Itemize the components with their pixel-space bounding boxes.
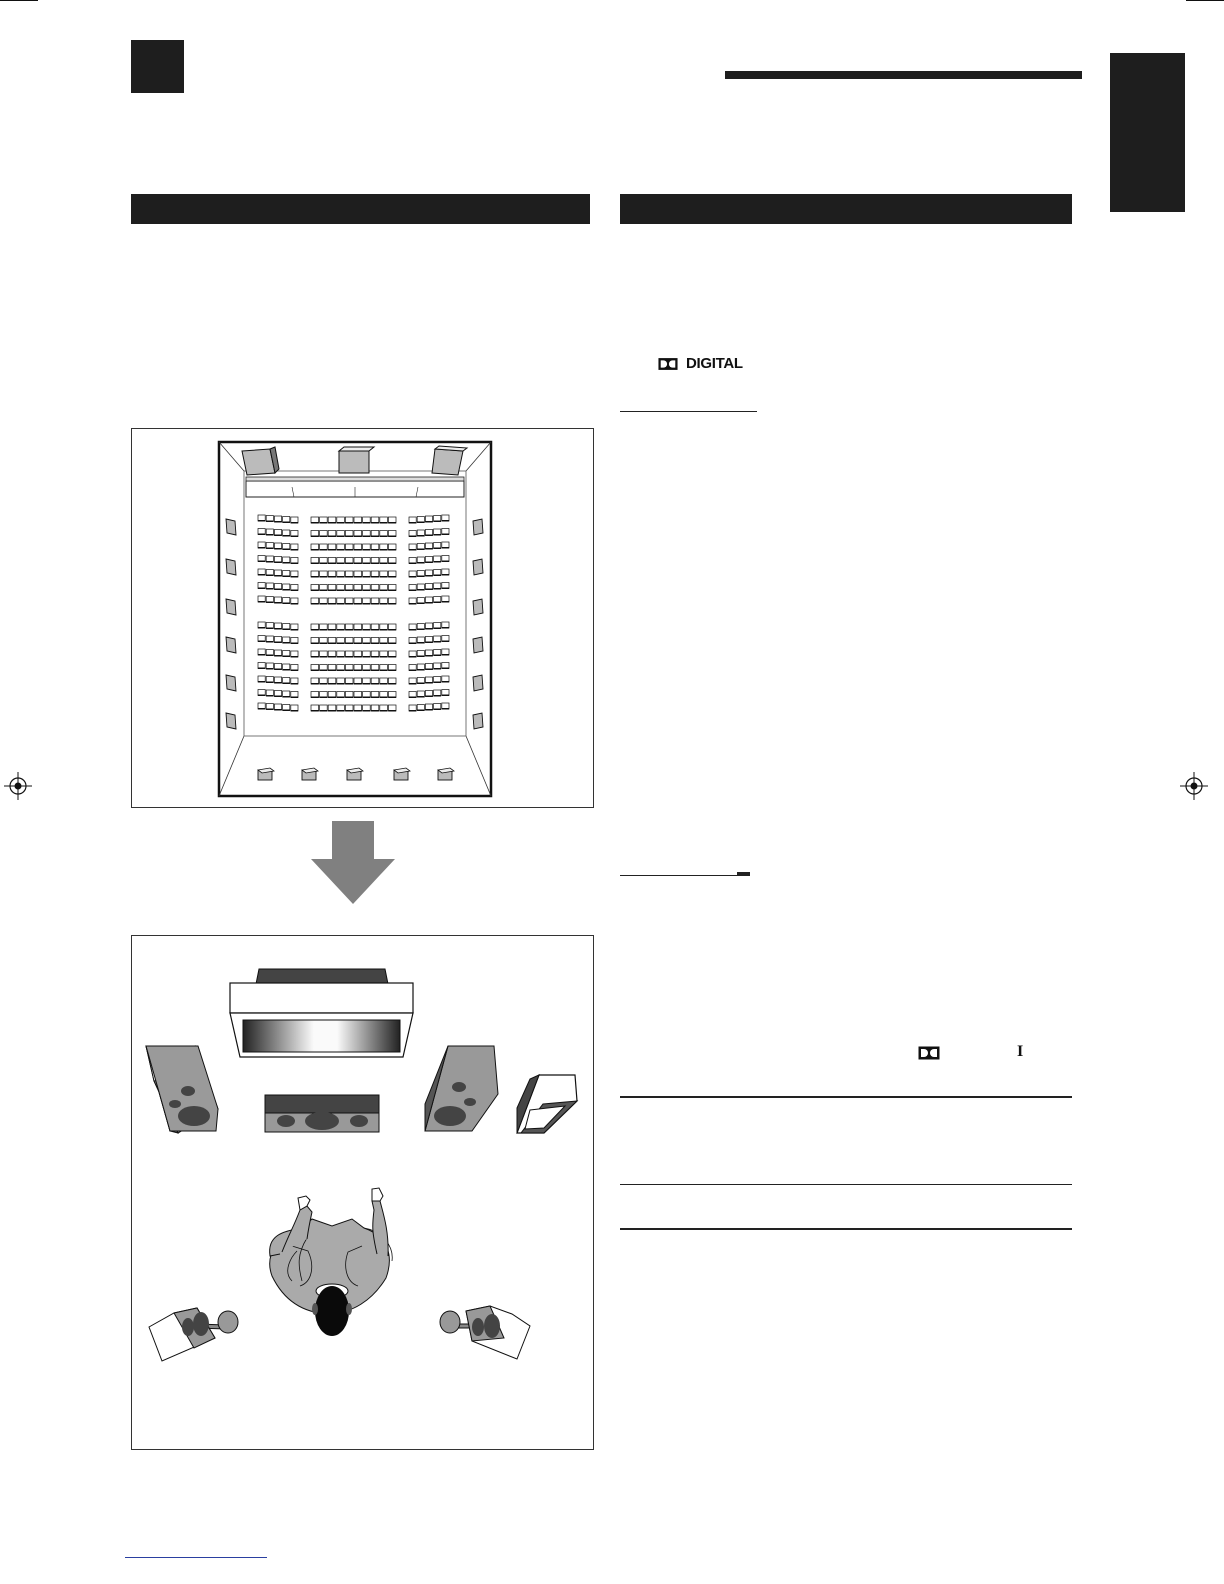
dolby-double-d-icon <box>918 1046 940 1060</box>
theater-figure-frame <box>131 428 594 808</box>
rear-speaker-icon <box>347 768 363 780</box>
subheading-underline <box>620 875 750 876</box>
home-theater-figure-frame <box>131 935 594 1450</box>
wall-speaker-icon <box>473 599 483 615</box>
chapter-block <box>131 40 184 93</box>
left-section-bar <box>131 194 590 224</box>
wall-speaker-icon <box>473 559 483 575</box>
listener-icon <box>270 1188 393 1336</box>
language-tab <box>1110 53 1185 212</box>
rear-speaker-icon <box>258 768 274 780</box>
surround-right-speaker-icon <box>440 1306 530 1359</box>
down-arrow-icon <box>311 821 395 904</box>
crop-mark <box>125 1557 267 1558</box>
home-theater-speaker-setup <box>132 936 593 1449</box>
registration-mark-icon <box>1180 772 1208 800</box>
wall-speaker-icon <box>473 637 483 653</box>
dolby-digital-text: DIGITAL <box>686 355 743 372</box>
right-section-bar <box>620 194 1072 224</box>
registration-mark-icon <box>4 772 32 800</box>
wall-speaker-icon <box>226 559 236 575</box>
dolby-double-d-icon <box>658 357 678 371</box>
tv-icon <box>230 969 413 1057</box>
surround-left-speaker-icon <box>149 1308 238 1361</box>
rear-speaker-icon <box>394 768 410 780</box>
wall-speaker-icon <box>226 675 236 691</box>
table-rule <box>620 1184 1072 1185</box>
rear-speaker-icon <box>438 768 454 780</box>
front-left-speaker-icon <box>146 1046 218 1133</box>
front-right-speaker-icon <box>425 1046 498 1131</box>
subheading-underline-mark <box>737 872 750 876</box>
rear-speaker-icon <box>302 768 318 780</box>
screen-speaker-icon <box>339 447 374 473</box>
wall-speaker-icon <box>226 713 236 729</box>
table-rule <box>620 1096 1072 1098</box>
header-rule <box>725 71 1082 79</box>
wall-speaker-icon <box>473 713 483 729</box>
wall-speaker-icon <box>473 519 483 535</box>
subheading-underline <box>620 411 757 412</box>
table-rule <box>620 1228 1072 1230</box>
wall-speaker-icon <box>473 675 483 691</box>
subwoofer-icon <box>517 1075 577 1133</box>
center-speaker-icon <box>265 1095 379 1132</box>
movie-theater-floorplan <box>132 429 593 807</box>
crop-mark <box>0 0 38 1</box>
wall-speaker-icon <box>226 599 236 615</box>
wall-speaker-icon <box>226 519 236 535</box>
roman-numeral: I <box>1017 1043 1024 1060</box>
wall-speaker-icon <box>226 637 236 653</box>
crop-mark <box>1186 0 1224 1</box>
dolby-digital-logo <box>658 355 743 372</box>
screen-speaker-icon <box>242 447 279 475</box>
